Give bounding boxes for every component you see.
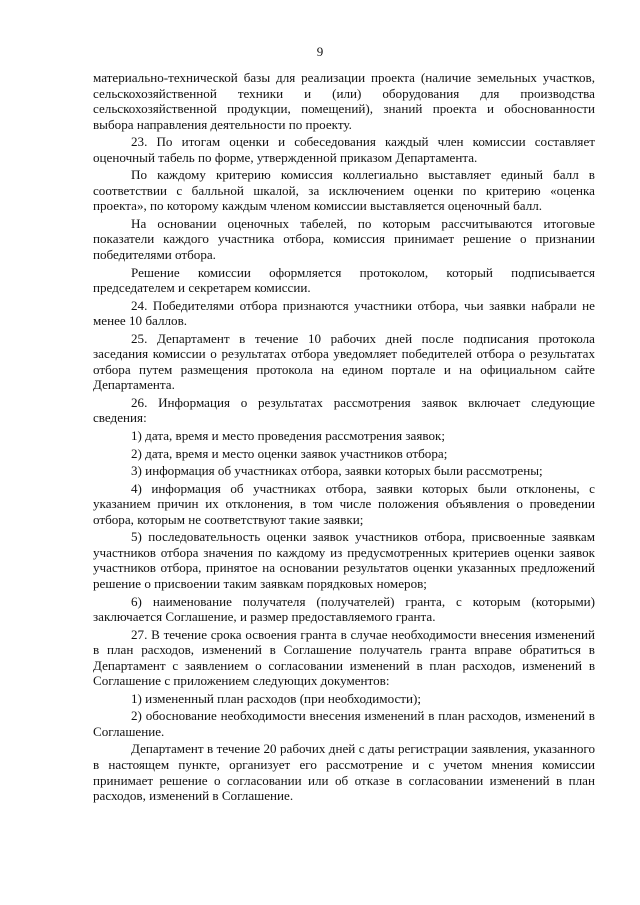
paragraph: 1) измененный план расходов (при необходимости); — [131, 690, 422, 706]
paragraph: 1) дата, время и место проведения рассмотрения заявок; — [131, 428, 446, 444]
paragraph: 6) наименование получателя (получателей) гранта, с которым (которыми) заключается Соглашение, и размер предоставляемого гранта. — [93, 593, 595, 625]
paragraph: Решение комиссии оформляется протоколом, который подписывается председателем и секретарем комиссии. — [93, 264, 595, 296]
paragraph: 24. Победителями отбора признаются участники отбора, чьи заявки набрали не менее 10 баллов. — [93, 297, 595, 329]
paragraph: На основании оценочных табелей, по которым рассчитываются итоговые показатели каждого участника отбора, комиссия принимает решение о признании победителями отбора. — [93, 215, 595, 263]
paragraph: 26. Информация о результатах рассмотрения заявок включает следующие сведения: — [93, 394, 595, 426]
paragraph: 5) последовательность оценки заявок участников отбора, присвоенные заявкам участников отбора значения по каждому из предусмотренных критериев оценки заявок участников отбора, принятое на основании результатов оценки указанных предложений решение о присвоении таким заявкам порядковых номеров; — [93, 529, 595, 591]
document-body — [93, 70, 595, 804]
paragraph: материально-технической базы для реализации проекта (наличие земельных участков, сельскохозяйственной техники и (или) оборудования для производства сельскохозяйственной продукции, помещений), знаний проекта и обоснованности выбора направления деятельности по проекту. — [93, 70, 595, 132]
paragraph: 23. По итогам оценки и собеседования каждый член комиссии составляет оценочный табель по форме, утвержденной приказом Департамента. — [93, 134, 595, 165]
paragraph: По каждому критерию комиссия коллегиально выставляет единый балл в соответствии с балльной шкалой, за исключением оценки по критерию «оценка проекта», по которому каждым членом комиссии выставляется оценочный балл. — [93, 167, 595, 214]
paragraph: 2) дата, время и место оценки заявок участников отбора; — [131, 445, 448, 461]
paragraph: 3) информация об участниках отбора, заявки которых были рассмотрены; — [131, 463, 543, 479]
page-number: 9 — [316, 44, 324, 59]
paragraph: 25. Департамент в течение 10 рабочих дней после подписания протокола заседания комиссии о результатах отбора уведомляет победителей отбора о результатах отбора путем размещения протокола на едином портале и на официальном сайте Департамента. — [93, 330, 595, 393]
paragraph: Департамент в течение 20 рабочих дней с даты регистрации заявления, указанного в настоящем пункте, организует его рассмотрение и с учетом мнения комиссии принимает решение о согласовании или об отказе в согласовании изменений в план расходов, изменений в Соглашение. — [93, 741, 595, 804]
paragraph: 4) информация об участниках отбора, заявки которых были отклонены, с указанием причин их отклонения, в том числе положения объявления о проведении отбора, которым не соответствуют такие заявки; — [93, 480, 595, 527]
paragraph: 27. В течение срока освоения гранта в случае необходимости внесения изменений в план расходов, изменений в Соглашение получатель гранта вправе обратиться в Департамент с заявлением о согласовании изменений в план расходов, изменений в Соглашение с приложением следующих документов: — [93, 626, 595, 689]
paragraph: 2) обоснование необходимости внесения изменений в план расходов, изменений в Соглашение. — [93, 708, 595, 739]
